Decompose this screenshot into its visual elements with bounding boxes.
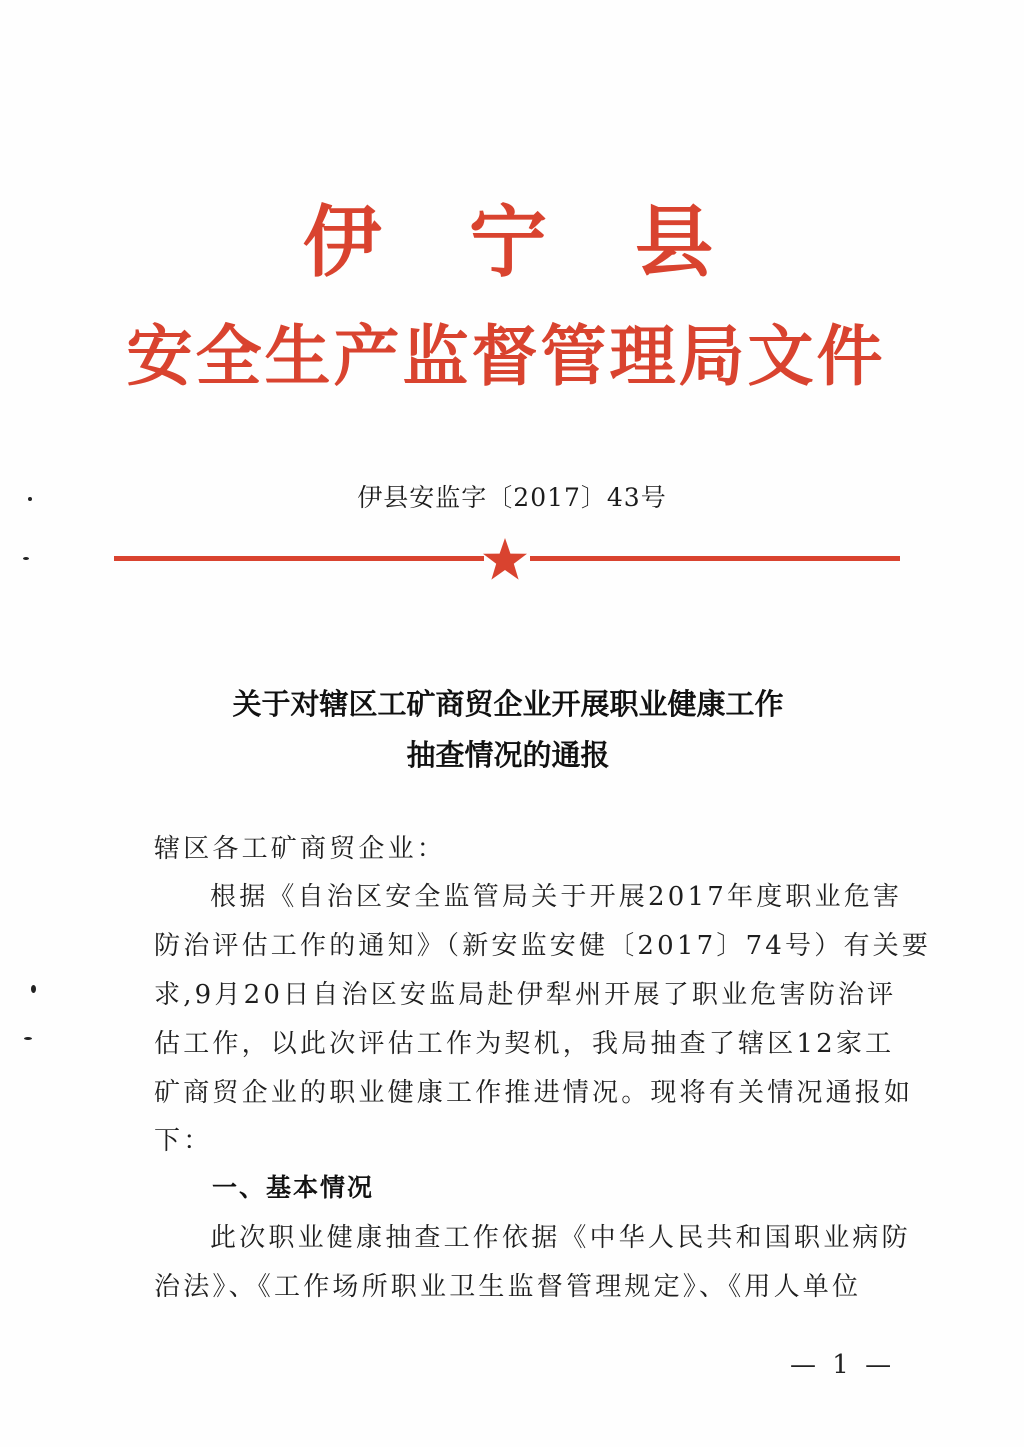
section-heading: 一、基本情况 bbox=[212, 1173, 375, 1202]
scan-speck bbox=[24, 1037, 32, 1040]
paragraph-line: 防治评估工作的通知》（新安监安健〔2017〕74号）有关要 bbox=[154, 931, 932, 961]
salutation: 辖区各工矿商贸企业： bbox=[154, 834, 447, 864]
issuing-county: 伊宁县 bbox=[302, 198, 801, 288]
notice-title-line-2: 抽查情况的通报 bbox=[406, 738, 610, 772]
document-number: 伊县安监字〔2017〕43号 bbox=[357, 483, 667, 512]
star-icon bbox=[482, 537, 528, 581]
paragraph-line: 求,9月20日自治区安监局赴伊犁州开展了职业危害防治评 bbox=[154, 980, 897, 1010]
paragraph-line: 根据《自治区安全监管局关于开展2017年度职业危害 bbox=[210, 882, 903, 912]
paragraph-line: 此次职业健康抽查工作依据《中华人民共和国职业病防 bbox=[210, 1223, 911, 1253]
page-number: — 1 — bbox=[790, 1350, 896, 1380]
paragraph-line: 估工作，以此次评估工作为契机，我局抽查了辖区12家工 bbox=[154, 1029, 895, 1059]
red-rule-left bbox=[114, 556, 484, 561]
document-type-heading: 安全生产监督管理局文件 bbox=[126, 318, 886, 395]
notice-title-line-1: 关于对辖区工矿商贸企业开展职业健康工作 bbox=[232, 687, 784, 721]
scan-speck bbox=[31, 985, 36, 993]
paragraph-line: 下： bbox=[154, 1126, 213, 1156]
paragraph-line: 治法》、《工作场所职业卫生监督管理规定》、《用人单位 bbox=[154, 1272, 862, 1302]
paragraph-line: 矿商贸企业的职业健康工作推进情况。现将有关情况通报如 bbox=[154, 1078, 914, 1108]
scan-speck bbox=[23, 557, 29, 560]
red-rule-right bbox=[530, 556, 900, 561]
